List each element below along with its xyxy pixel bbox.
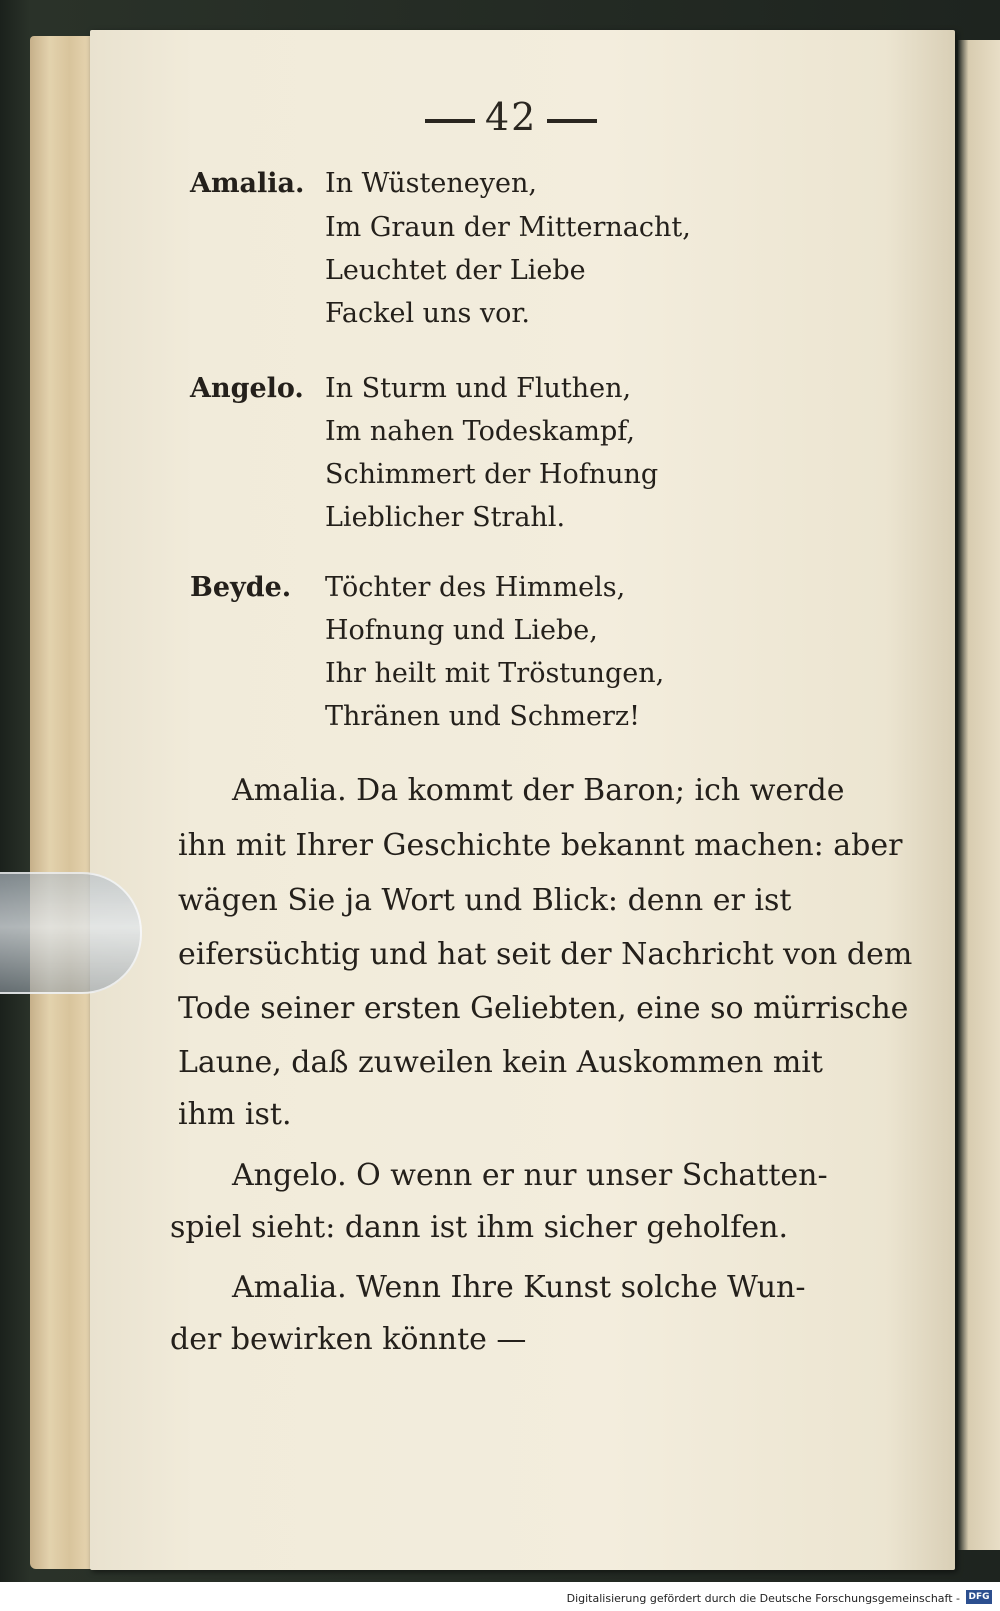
prose-line: spiel sieht: dann ist ihm sicher geholfen. bbox=[170, 1210, 788, 1245]
verse-line: Schimmert der Hofnung bbox=[325, 459, 659, 490]
prose-line: Amalia. Da kommt der Baron; ich werde bbox=[232, 773, 845, 808]
verse-line: Im nahen Todeskampf, bbox=[325, 416, 635, 447]
book-page-edges bbox=[30, 36, 96, 1569]
speaker-label: Amalia. bbox=[190, 168, 305, 199]
prose-line: Tode seiner ersten Geliebten, eine so mürrische bbox=[178, 991, 909, 1026]
verse-line: Leuchtet der Liebe bbox=[325, 255, 586, 286]
verse-line: Lieblicher Strahl. bbox=[325, 502, 566, 533]
verse-line: Hofnung und Liebe, bbox=[325, 615, 598, 646]
verse-line: Ihr heilt mit Tröstungen, bbox=[325, 658, 665, 689]
book-clip bbox=[0, 872, 142, 994]
prose-line: wägen Sie ja Wort und Blick: denn er ist bbox=[178, 883, 792, 918]
prose-line: ihm ist. bbox=[178, 1097, 292, 1132]
page-number: 42 bbox=[485, 95, 538, 139]
header-dash-right bbox=[547, 119, 597, 123]
speaker-label: Beyde. bbox=[190, 572, 292, 603]
prose-line: Laune, daß zuweilen kein Auskommen mit bbox=[178, 1045, 823, 1080]
dfg-logo: DFG bbox=[966, 1590, 992, 1604]
verse-line: In Sturm und Fluthen, bbox=[325, 373, 632, 404]
prose-line: der bewirken könnte — bbox=[170, 1322, 527, 1357]
prose-line: ihn mit Ihrer Geschichte bekannt machen: aber bbox=[178, 828, 903, 863]
speaker-label: Angelo. bbox=[190, 373, 304, 404]
verse-line: Fackel uns vor. bbox=[325, 298, 530, 329]
verse-line: Im Graun der Mitternacht, bbox=[325, 212, 691, 243]
prose-line: Angelo. O wenn er nur unser Schatten- bbox=[232, 1158, 828, 1193]
prose-line: eifersüchtig und hat seit der Nachricht von dem bbox=[178, 937, 913, 972]
page-header bbox=[415, 95, 635, 145]
verse-line: Töchter des Himmels, bbox=[325, 572, 626, 603]
verse-line: In Wüsteneyen, bbox=[325, 168, 537, 199]
facing-page-edge bbox=[958, 40, 1000, 1550]
prose-line: Amalia. Wenn Ihre Kunst solche Wun- bbox=[232, 1270, 806, 1305]
footer-credit: Digitalisierung gefördert durch die Deutsche Forschungsgemeinschaft - bbox=[566, 1592, 960, 1605]
verse-line: Thränen und Schmerz! bbox=[325, 701, 640, 732]
header-dash-left bbox=[425, 119, 475, 123]
